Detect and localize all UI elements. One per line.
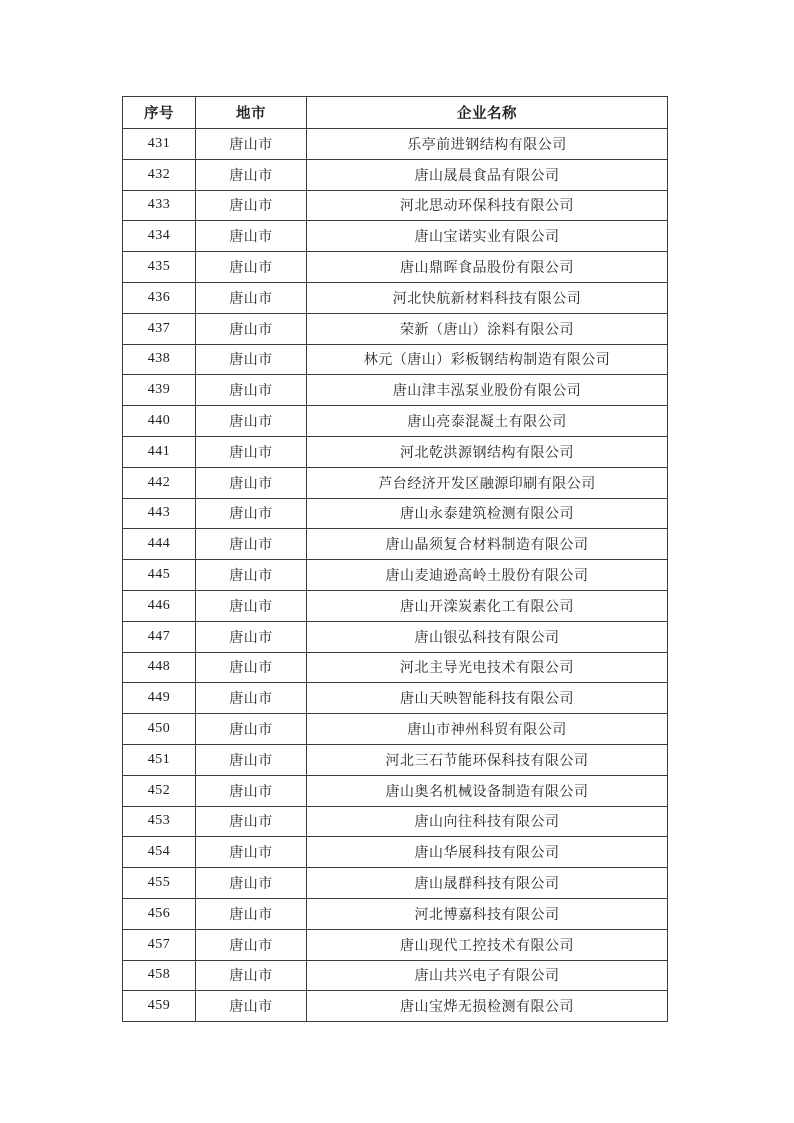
company-cell: 唐山现代工控技术有限公司	[307, 929, 668, 960]
row-number-cell: 447	[123, 621, 196, 652]
table-row	[123, 344, 668, 375]
row-number-cell: 448	[123, 652, 196, 683]
row-number-cell: 451	[123, 744, 196, 775]
table-row	[123, 775, 668, 806]
company-cell: 河北乾洪源钢结构有限公司	[307, 436, 668, 467]
table-row	[123, 436, 668, 467]
city-cell: 唐山市	[196, 775, 307, 806]
table-row	[123, 744, 668, 775]
header-cell-city: 地市	[196, 97, 307, 129]
city-cell: 唐山市	[196, 960, 307, 991]
company-cell: 河北思动环保科技有限公司	[307, 190, 668, 221]
row-number-cell: 434	[123, 221, 196, 252]
table-row	[123, 190, 668, 221]
table-row	[123, 560, 668, 591]
table-body	[123, 129, 668, 1022]
row-number-cell: 456	[123, 898, 196, 929]
company-cell: 林元（唐山）彩板钢结构制造有限公司	[307, 344, 668, 375]
company-cell: 唐山永泰建筑检测有限公司	[307, 498, 668, 529]
header-row	[123, 97, 668, 129]
row-number-cell: 452	[123, 775, 196, 806]
city-cell: 唐山市	[196, 252, 307, 283]
row-number-cell: 450	[123, 714, 196, 745]
row-number-cell: 439	[123, 375, 196, 406]
company-cell: 唐山共兴电子有限公司	[307, 960, 668, 991]
table-row	[123, 159, 668, 190]
city-cell: 唐山市	[196, 221, 307, 252]
city-cell: 唐山市	[196, 498, 307, 529]
table-row	[123, 375, 668, 406]
company-cell: 唐山宝诺实业有限公司	[307, 221, 668, 252]
city-cell: 唐山市	[196, 898, 307, 929]
table-row	[123, 498, 668, 529]
city-cell: 唐山市	[196, 590, 307, 621]
company-cell: 河北主导光电技术有限公司	[307, 652, 668, 683]
company-cell: 乐亭前进钢结构有限公司	[307, 129, 668, 160]
city-cell: 唐山市	[196, 129, 307, 160]
row-number-cell: 437	[123, 313, 196, 344]
company-cell: 河北博嘉科技有限公司	[307, 898, 668, 929]
company-cell: 唐山晟群科技有限公司	[307, 868, 668, 899]
city-cell: 唐山市	[196, 282, 307, 313]
city-cell: 唐山市	[196, 868, 307, 899]
city-cell: 唐山市	[196, 714, 307, 745]
row-number-cell: 436	[123, 282, 196, 313]
row-number-cell: 446	[123, 590, 196, 621]
company-cell: 唐山津丰泓泵业股份有限公司	[307, 375, 668, 406]
table-row	[123, 652, 668, 683]
row-number-cell: 441	[123, 436, 196, 467]
table-row	[123, 898, 668, 929]
city-cell: 唐山市	[196, 991, 307, 1022]
company-cell: 唐山开滦炭素化工有限公司	[307, 590, 668, 621]
company-cell: 唐山晶须复合材料制造有限公司	[307, 529, 668, 560]
table-row	[123, 960, 668, 991]
city-cell: 唐山市	[196, 806, 307, 837]
table-row	[123, 621, 668, 652]
table-row	[123, 221, 668, 252]
row-number-cell: 445	[123, 560, 196, 591]
city-cell: 唐山市	[196, 406, 307, 437]
city-cell: 唐山市	[196, 529, 307, 560]
company-cell: 唐山银弘科技有限公司	[307, 621, 668, 652]
city-cell: 唐山市	[196, 929, 307, 960]
row-number-cell: 443	[123, 498, 196, 529]
company-cell: 唐山华展科技有限公司	[307, 837, 668, 868]
company-cell: 唐山市神州科贸有限公司	[307, 714, 668, 745]
row-number-cell: 444	[123, 529, 196, 560]
city-cell: 唐山市	[196, 159, 307, 190]
company-cell: 唐山向往科技有限公司	[307, 806, 668, 837]
row-number-cell: 435	[123, 252, 196, 283]
city-cell: 唐山市	[196, 837, 307, 868]
city-cell: 唐山市	[196, 621, 307, 652]
table-row	[123, 806, 668, 837]
city-cell: 唐山市	[196, 344, 307, 375]
row-number-cell: 455	[123, 868, 196, 899]
city-cell: 唐山市	[196, 744, 307, 775]
company-list-table	[122, 96, 668, 1022]
row-number-cell: 433	[123, 190, 196, 221]
company-cell: 唐山天映智能科技有限公司	[307, 683, 668, 714]
table-row	[123, 129, 668, 160]
company-cell: 唐山鼎晖食品股份有限公司	[307, 252, 668, 283]
company-cell: 唐山麦迪逊高岭土股份有限公司	[307, 560, 668, 591]
company-cell: 芦台经济开发区融源印刷有限公司	[307, 467, 668, 498]
company-cell: 唐山宝烨无损检测有限公司	[307, 991, 668, 1022]
company-cell: 唐山亮泰混凝土有限公司	[307, 406, 668, 437]
row-number-cell: 438	[123, 344, 196, 375]
row-number-cell: 454	[123, 837, 196, 868]
table-row	[123, 929, 668, 960]
company-cell: 唐山奥名机械设备制造有限公司	[307, 775, 668, 806]
company-cell: 河北快航新材料科技有限公司	[307, 282, 668, 313]
table-row	[123, 252, 668, 283]
table-row	[123, 313, 668, 344]
table-row	[123, 590, 668, 621]
table-row	[123, 868, 668, 899]
table-row	[123, 467, 668, 498]
table-row	[123, 683, 668, 714]
header-cell-company: 企业名称	[307, 97, 668, 129]
city-cell: 唐山市	[196, 467, 307, 498]
row-number-cell: 459	[123, 991, 196, 1022]
row-number-cell: 458	[123, 960, 196, 991]
company-cell: 唐山晟晨食品有限公司	[307, 159, 668, 190]
city-cell: 唐山市	[196, 560, 307, 591]
table-header	[123, 97, 668, 129]
table-row	[123, 282, 668, 313]
header-cell-no: 序号	[123, 97, 196, 129]
company-cell: 荣新（唐山）涂料有限公司	[307, 313, 668, 344]
table-row	[123, 837, 668, 868]
table-row	[123, 529, 668, 560]
row-number-cell: 453	[123, 806, 196, 837]
city-cell: 唐山市	[196, 190, 307, 221]
table-row	[123, 714, 668, 745]
city-cell: 唐山市	[196, 683, 307, 714]
city-cell: 唐山市	[196, 436, 307, 467]
row-number-cell: 457	[123, 929, 196, 960]
table-row	[123, 991, 668, 1022]
city-cell: 唐山市	[196, 652, 307, 683]
company-cell: 河北三石节能环保科技有限公司	[307, 744, 668, 775]
city-cell: 唐山市	[196, 375, 307, 406]
city-cell: 唐山市	[196, 313, 307, 344]
row-number-cell: 442	[123, 467, 196, 498]
row-number-cell: 431	[123, 129, 196, 160]
row-number-cell: 440	[123, 406, 196, 437]
table-row	[123, 406, 668, 437]
row-number-cell: 432	[123, 159, 196, 190]
row-number-cell: 449	[123, 683, 196, 714]
